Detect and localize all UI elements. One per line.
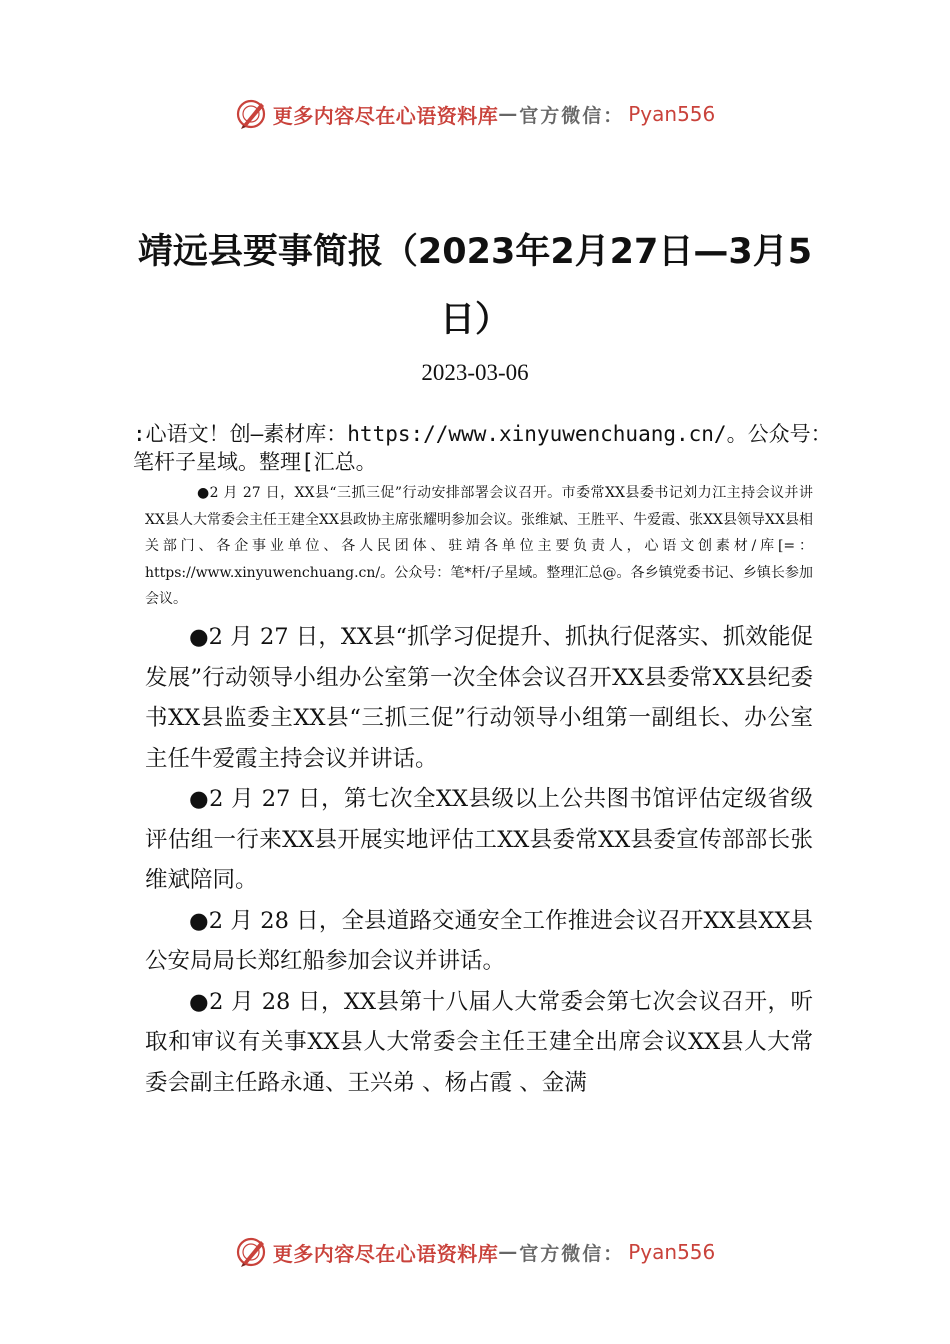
pen-seal-logo-icon — [235, 97, 269, 131]
banner-wechat-label: 官方微信： — [519, 104, 625, 127]
news-item: ●2 月 27 日，XX县“抓学习促提升、抓执行促落实、抓效能促发展”行动领导小组办公室第一次全体会议召开XX县委常XX县纪委书XX县监委主XX县“三抓三促”行动领导小组第一副组长、办公室主任牛爱霞主持会议并讲话。 — [145, 624, 813, 772]
pen-seal-logo-icon — [235, 1235, 269, 1269]
first-news-item: ●2 月 27 日，XX县“三抓三促”行动安排部署会议召开。市委常XX县委书记刘力江主持会议并讲XX县人大常委会主任王建全XX县政协主席张耀明参加会议。张维斌、王胜平、牛爱霞、张XX县领导XX县相关部门、各企事业单位、各人民团体、驻靖各单位主要负责人，心语文创素材/库[=：https://www.xinyuwenchuang.cn/。公众号：笔*杆/子星域。整理汇总@。各乡镇党委书记、乡镇长参加会议。 — [145, 485, 813, 607]
header-watermark-banner — [0, 94, 950, 134]
source-note: :心语文！创—素材库：https://www.xinyuwenchuang.cn/。公众号：笔杆子星域。整理[汇总。 — [133, 422, 832, 474]
banner-slogan: 更多内容尽在心语资料库 — [272, 1241, 499, 1266]
banner-dash: — — [498, 103, 520, 125]
news-list — [145, 617, 813, 1103]
footer-watermark-banner — [0, 1232, 950, 1272]
banner-dash: — — [498, 1241, 520, 1263]
banner-wechat-label: 官方微信： — [519, 1242, 625, 1265]
document-date: 2023-03-06 — [421, 360, 529, 385]
banner-wechat-id: Pyan556 — [628, 102, 716, 126]
banner-slogan: 更多内容尽在心语资料库 — [272, 103, 499, 128]
news-item: ●2 月 28 日，全县道路交通安全工作推进会议召开XX县XX县公安局局长郑红船参加会议并讲话。 — [145, 907, 813, 974]
banner-wechat-id: Pyan556 — [628, 1240, 716, 1264]
document-title: 靖远县要事简报（2023年2月27日—3月5日） — [137, 232, 813, 340]
news-item: ●2 月 28 日，XX县第十八届人大常委会第七次会议召开，听取和审议有关事XX县人大常委会主任王建全出席会议XX县人大常委会副主任路永通、王兴弟 、杨占霞 、金满 — [145, 988, 813, 1096]
news-item: ●2 月 27 日，第七次全XX县级以上公共图书馆评估定级省级评估组一行来XX县开展实地评估工XX县委常XX县委宣传部部长张维斌陪同。 — [145, 786, 813, 893]
